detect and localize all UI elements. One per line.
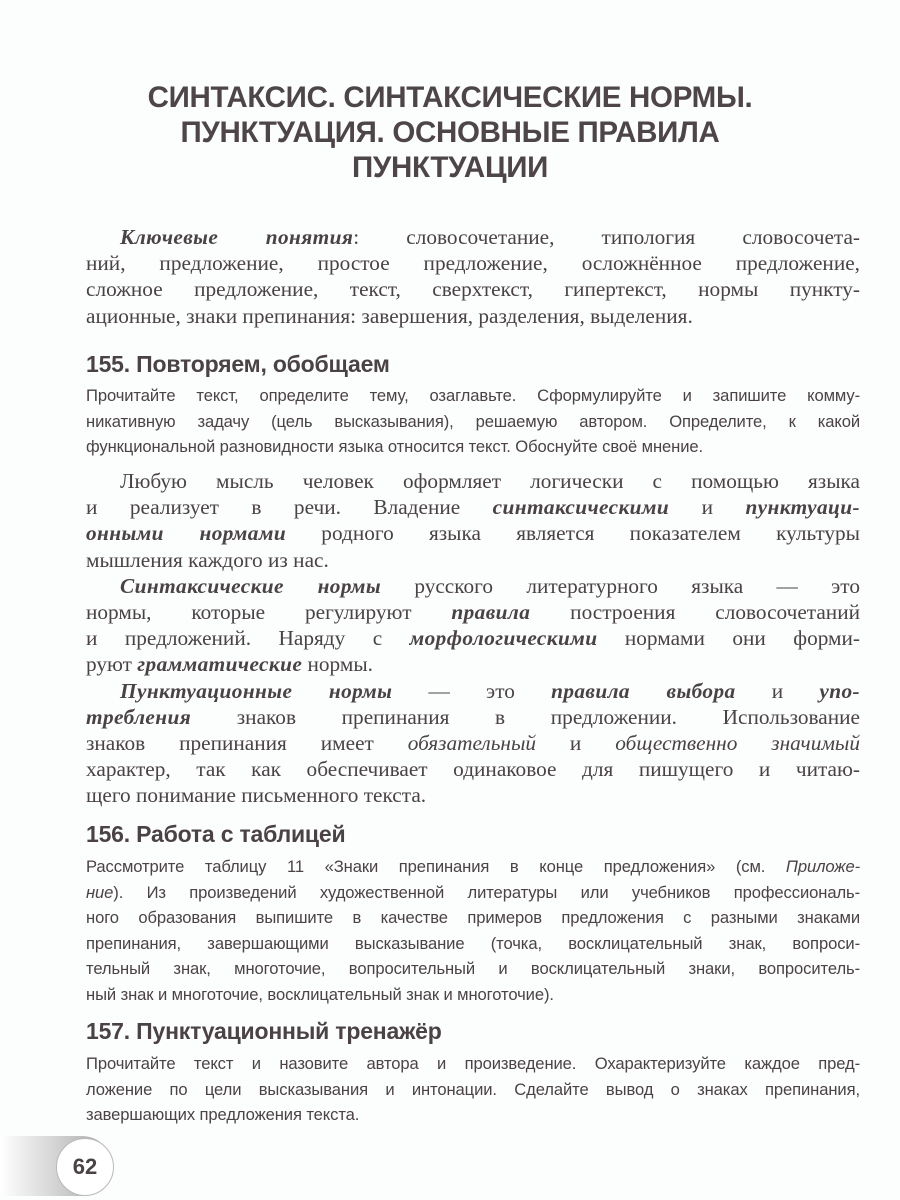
- task-line: Рассмотрите таблицу 11 «Знаки препинания в конце предложения» (см. Приложе-: [86, 857, 860, 876]
- key-concepts-line: ний, предложение, простое предложение, осложнённое предложение,: [86, 251, 860, 276]
- text-line: требления знаков препинания в предложении. Использование: [86, 704, 860, 729]
- key-concepts: [86, 224, 860, 329]
- key-concepts-line: Ключевые понятия: словосочетание, типология словосочета-: [120, 225, 861, 249]
- text-line: и реализует в речи. Владение синтаксическими и пунктуаци-: [86, 495, 860, 520]
- text-line: характер, так как обеспечивает одинаковое для пишущего и читаю-: [86, 757, 860, 782]
- text-line: руют грамматические нормы.: [86, 652, 373, 677]
- text-line: знаков препинания имеет обязательный и общественно значимый: [86, 731, 861, 756]
- chapter-title-line: ПУНКТУАЦИИ: [351, 151, 548, 184]
- task-line: никативную задачу (цель высказывания), решаемую автором. Определите, к какой: [86, 411, 860, 431]
- chapter-title-line: ПУНКТУАЦИЯ. ОСНОВНЫЕ ПРАВИЛА: [180, 116, 720, 149]
- text-line: Пунктуационные нормы — это правила выбора и упо-: [120, 678, 860, 703]
- task-line: Прочитайте текст и назовите автора и произведение. Охарактеризуйте каждое пред-: [86, 1054, 860, 1073]
- key-concepts-label: Ключевые понятия: [120, 225, 354, 249]
- task-line: ного образования выпишите в качестве примеров предложения с разными знаками: [86, 908, 860, 928]
- text-line: щего понимание письменного текста.: [86, 783, 427, 808]
- chapter-title: [110, 80, 790, 185]
- exercise-155-task: [86, 383, 860, 460]
- task-line: препинания, завершающими высказывание (точка, восклицательный знак, вопроси-: [86, 933, 860, 953]
- text-line: нормы, которые регулируют правила построения словосочетаний: [86, 600, 860, 625]
- task-line: завершающих предложения текста.: [86, 1105, 360, 1125]
- task-line: ложение по цели высказывания и интонации. Сделайте вывод о знаках препинания,: [86, 1079, 860, 1099]
- exercise-156-heading: 156. Работа с таблицей: [86, 821, 346, 847]
- text-line: Любую мысль человек оформляет логически с помощью языка: [120, 469, 860, 493]
- text-line: Синтаксические нормы русского литературного языка — это: [120, 573, 860, 598]
- task-line: ние). Из произведений художественной литературы или учебников профессиональ-: [86, 882, 860, 902]
- text-line: онными нормами родного языка является показателем культуры: [86, 521, 860, 546]
- task-line: тельный знак, многоточие, вопросительный и восклицательный знаки, вопроситель-: [86, 959, 860, 979]
- exercise-157-task: [86, 1051, 860, 1128]
- exercise-155-text: [86, 468, 860, 809]
- page-number: 62: [56, 1138, 114, 1196]
- exercise-157-heading: 157. Пунктуационный тренажёр: [86, 1018, 442, 1044]
- task-line: функциональной разновидности языка относится текст. Обоснуйте своё мнение.: [86, 437, 704, 457]
- exercise-155-heading: 155. Повторяем, обобщаем: [86, 351, 390, 377]
- task-line: ный знак и многоточие, восклицательный знак и многоточие).: [86, 984, 554, 1004]
- task-line: Прочитайте текст, определите тему, озаглавьте. Сформулируйте и запишите комму-: [86, 386, 860, 405]
- text-line: мышления каждого из нас.: [86, 547, 329, 572]
- chapter-title-line: СИНТАКСИС. СИНТАКСИЧЕСКИЕ НОРМЫ.: [147, 81, 753, 114]
- key-concepts-line: сложное предложение, текст, сверхтекст, гипертекст, нормы пункту-: [86, 277, 860, 302]
- key-concepts-line: ационные, знаки препинания: завершения, разделения, выделения.: [86, 303, 693, 328]
- text-line: и предложений. Наряду с морфологическими нормами они форми-: [86, 626, 861, 651]
- exercise-156-task: [86, 854, 860, 1008]
